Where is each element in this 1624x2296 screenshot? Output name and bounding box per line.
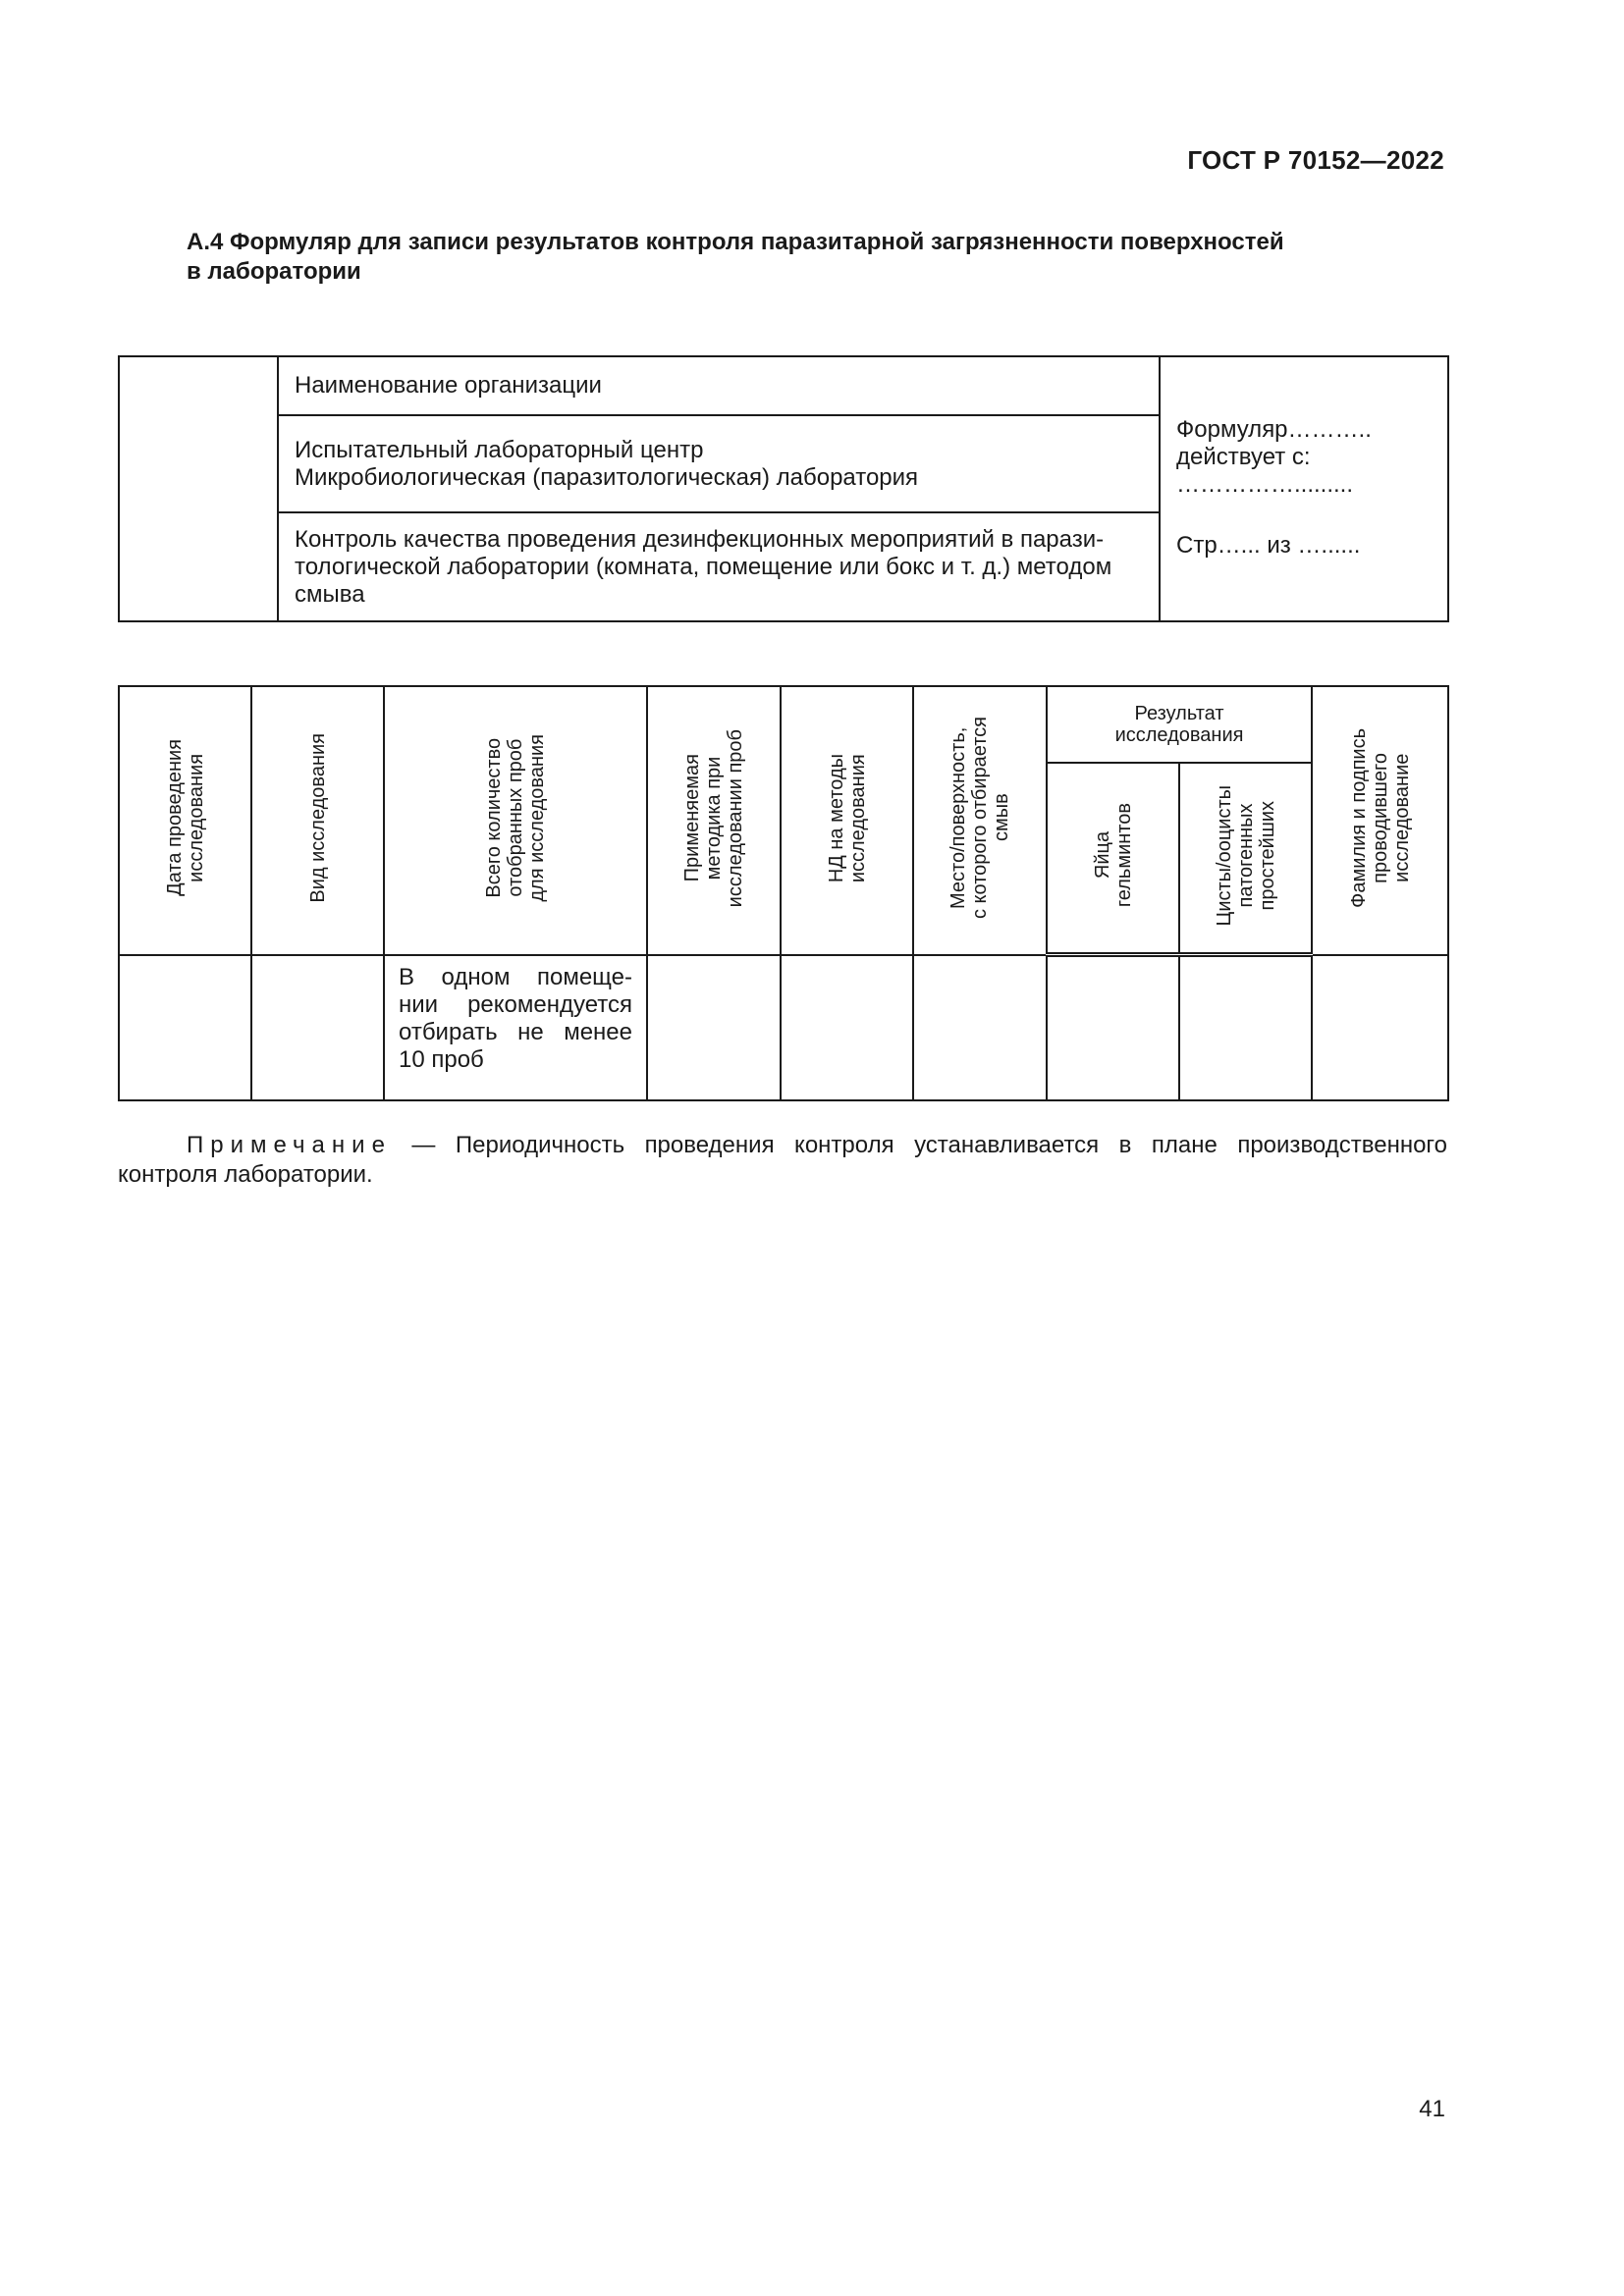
- center-name: Испытательный лабораторный центр: [295, 436, 704, 463]
- column-method: Применяемая методика при исследовании проб: [647, 686, 781, 955]
- laboratory-type: Микробиологическая (паразитологическая) лаборатория: [295, 463, 919, 491]
- footnote-text-continued: контроля лаборатории.: [118, 1161, 373, 1188]
- control-line-3: смыва: [295, 580, 365, 608]
- column-sample-count: Всего количество отобранных проб для исследования: [384, 686, 647, 955]
- table-row: [119, 955, 1448, 1100]
- section-title: [187, 228, 1365, 287]
- organization-name: Наименование организации: [278, 356, 1160, 415]
- column-group-result: Результат исследования: [1047, 686, 1312, 763]
- column-cysts: Цисты/ооцисты патогенных простейших: [1179, 763, 1312, 955]
- form-number-label: Формуляр………..: [1176, 416, 1372, 443]
- standard-designation: ГОСТ Р 70152—2022: [1187, 145, 1444, 175]
- control-line-1: Контроль качества проведения дезинфекционных мероприятий в парази-: [295, 525, 1105, 553]
- footnote: [118, 1131, 1447, 1190]
- footnote-text: — Периодичность проведения контроля устанавливается в плане производственного: [391, 1132, 1447, 1158]
- cell-nd[interactable]: [781, 955, 913, 1100]
- column-signature: Фамилия и подпись проводившего исследование: [1312, 686, 1448, 955]
- section-title-line-2: в лаборатории: [187, 258, 361, 285]
- cell-place[interactable]: [913, 955, 1047, 1100]
- form-header-table: [118, 355, 1449, 622]
- cell-signature[interactable]: [1312, 955, 1448, 1100]
- page-number: 41: [1419, 2096, 1445, 2122]
- footnote-label: Примечание: [187, 1132, 392, 1158]
- cell-cysts[interactable]: [1179, 955, 1312, 1100]
- logo-cell: [119, 356, 278, 621]
- results-journal-table: [118, 685, 1449, 1101]
- cell-helminth-eggs[interactable]: [1047, 955, 1179, 1100]
- control-line-2: тологической лаборатории (комната, помещение или бокс и т. д.) методом: [295, 553, 1112, 580]
- column-type: Вид исследования: [251, 686, 384, 955]
- column-date: Дата проведения исследования: [119, 686, 251, 955]
- column-helminth-eggs: Яйца гельминтов: [1047, 763, 1179, 955]
- section-title-line-1: А.4 Формуляр для записи результатов контроля паразитарной загрязненности поверхностей: [187, 229, 1284, 255]
- laboratory-name: [278, 415, 1160, 512]
- form-validity-cell: [1160, 356, 1448, 621]
- valid-from-value: …………….........: [1176, 471, 1354, 498]
- control-description: [278, 512, 1160, 621]
- column-place: Место/поверхность, с которого отбирается смыв: [913, 686, 1047, 955]
- page-count-label: Стр…... из …......: [1176, 532, 1361, 559]
- valid-from-label: действует с:: [1176, 444, 1311, 470]
- cell-method[interactable]: [647, 955, 781, 1100]
- cell-type[interactable]: [251, 955, 384, 1100]
- cell-date[interactable]: [119, 955, 251, 1100]
- column-nd: НД на методы исследования: [781, 686, 913, 955]
- cell-sample-count-note: В одном помеще- нии рекомендуется отбирать не менее 10 проб: [384, 955, 647, 1100]
